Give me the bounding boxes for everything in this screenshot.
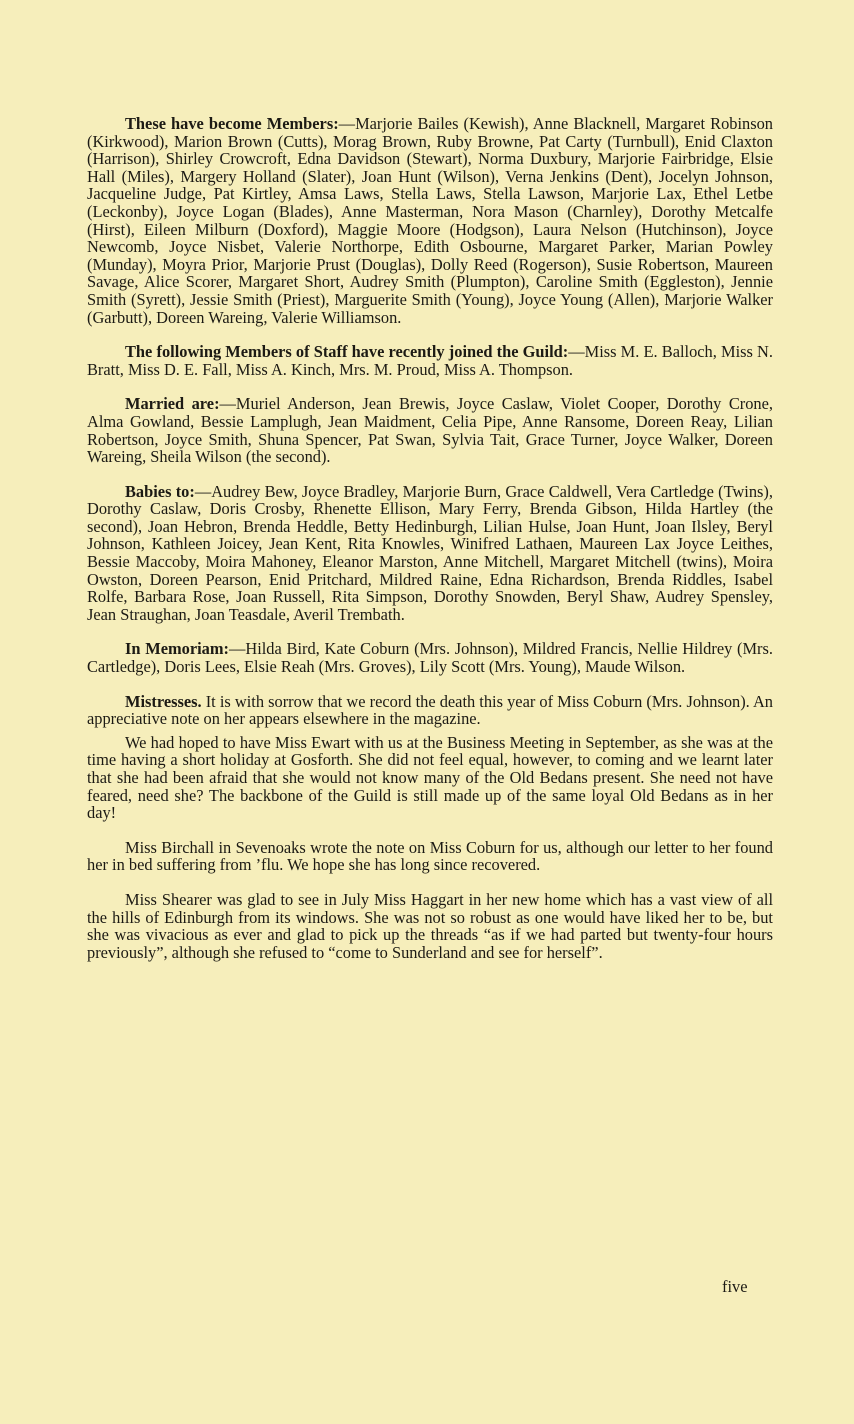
miss-birchall-text: Miss Birchall in Sevenoaks wrote the note on Miss Coburn for us, although our letter to her found her in bed suffering from ’flu. We hope she has long since recovered. — [87, 837, 773, 875]
miss-shearer-text: Miss Shearer was glad to see in July Miss Haggart in her new home which has a vast view of all the hills of Edinburgh from its windows. She was not so robust as one would have liked her to be, but she was vivacious as ever and glad to pick up the threads “as if we had parted but twenty-four hours previously”, although she refused to “come to Sunderland and see for herself”. — [87, 889, 773, 962]
staff-members-text: —Miss M. E. Balloch, Miss N. Bratt, Miss D. E. Fall, Miss A. Kinch, Mrs. M. Proud, Miss A. Thompson. — [87, 342, 773, 379]
staff-members-heading: The following Members of Staff have recently joined the Guild: — [125, 342, 569, 362]
page-body — [87, 115, 773, 978]
mistresses-heading: Mistresses. — [125, 691, 202, 711]
mistresses-text: It is with sorrow that we record the death this year of Miss Coburn (Mrs. Johnson). An appreciative note on her appears elsewhere in the magazine. — [87, 691, 773, 729]
miss-ewart-text: We had hoped to have Miss Ewart with us at the Business Meeting in September, as she was at the time having a short holiday at Gosforth. She did not feel equal, however, to coming and we learnt later that she had been afraid that she would not know many of the Old Bedans present. She need not have feared, need she? The backbone of the Guild is still made up of the same loyal Old Bedans as in her day! — [87, 732, 773, 823]
babies-paragraph — [87, 483, 773, 624]
staff-members-paragraph — [87, 343, 773, 378]
mistresses-paragraph — [87, 693, 773, 728]
miss-birchall-paragraph — [87, 839, 773, 874]
page-number: five — [722, 1277, 748, 1296]
miss-ewart-paragraph — [87, 734, 773, 822]
new-members-text: —Marjorie Bailes (Kewish), Anne Blacknell, Margaret Robinson (Kirkwood), Marion Brown (Cutts), Morag Brown, Ruby Browne, Pat Carty (Turnbull), Enid Claxton (Harrison), Shirley Crowcroft, Edna Davidson (Stewart), Norma Duxbury, Marjorie Fairbridge, Elsie Hall (Miles), Margery Holland (Slater), Joan Hunt (Wilson), Verna Jenkins (Dent), Jocelyn Johnson, Jacqueline Judge, Pat Kirtley, Amsa Laws, Stella Laws, Stella Lawson, Marjorie Lax, Ethel Letbe (Leckonby), Joyce Logan (Blades), Anne Masterman, Nora Mason (Charnley), Dorothy Metcalfe (Hirst), Eileen Milburn (Doxford), Maggie Moore (Hodgson), Laura Nelson (Hutchinson), Joyce Newcomb, Joyce Nisbet, Valerie Northorpe, Edith Osbourne, Margaret Parker, Marian Powley (Munday), Moyra Prior, Marjorie Prust (Douglas), Dolly Reed (Rogerson), Susie Robertson, Maureen Savage, Alice Scorer, Margaret Short, Audrey Smith (Plumpton), Caroline Smith (Eggleston), Jennie Smith (Syrett), Jessie Smith (Priest), Marguerite Smith (Young), Joyce Young (Allen), Marjorie Walker (Garbutt), Doreen Wareing, Valerie Williamson. — [87, 114, 773, 327]
new-members-heading: These have become Members: — [125, 114, 339, 133]
married-paragraph — [87, 395, 773, 465]
babies-heading: Babies to: — [125, 481, 195, 501]
married-heading: Married are: — [125, 394, 220, 414]
in-memoriam-text: —Hilda Bird, Kate Coburn (Mrs. Johnson), Mildred Francis, Nellie Hildrey (Mrs. Cartledge), Doris Lees, Elsie Reah (Mrs. Groves), Lily Scott (Mrs. Young), Maude Wilson. — [87, 639, 773, 677]
babies-text: —Audrey Bew, Joyce Bradley, Marjorie Burn, Grace Caldwell, Vera Cartledge (Twins), Dorothy Caslaw, Doris Crosby, Rhenette Ellison, Mary Ferry, Brenda Gibson, Hilda Hartley (the second), Joan Hebron, Brenda Heddle, Betty Hedinburgh, Lilian Hulse, Joan Hunt, Joan Ilsley, Beryl Johnson, Kathleen Joicey, Jean Kent, Rita Knowles, Winifred Lathaen, Maureen Lax Joyce Leithes, Bessie Maccoby, Moira Mahoney, Eleanor Marston, Anne Mitchell, Margaret Mitchell (twins), Moira Owston, Doreen Pearson, Enid Pritchard, Mildred Raine, Edna Richardson, Brenda Riddles, Isabel Rolfe, Barbara Rose, Joan Russell, Rita Simpson, Dorothy Snowden, Beryl Shaw, Audrey Spensley, Jean Straughan, Joan Teasdale, Averil Trembath. — [87, 481, 773, 624]
new-members-paragraph — [87, 115, 773, 326]
in-memoriam-heading: In Memoriam: — [125, 639, 229, 659]
in-memoriam-paragraph — [87, 640, 773, 675]
married-text: —Muriel Anderson, Jean Brewis, Joyce Caslaw, Violet Cooper, Dorothy Crone, Alma Gowland, Bessie Lamplugh, Jean Maidment, Celia Pipe, Anne Ransome, Doreen Reay, Lilian Robertson, Joyce Smith, Shuna Spencer, Pat Swan, Sylvia Tait, Grace Turner, Joyce Walker, Doreen Wareing, Sheila Wilson (the second). — [87, 394, 773, 467]
miss-shearer-paragraph — [87, 891, 773, 961]
